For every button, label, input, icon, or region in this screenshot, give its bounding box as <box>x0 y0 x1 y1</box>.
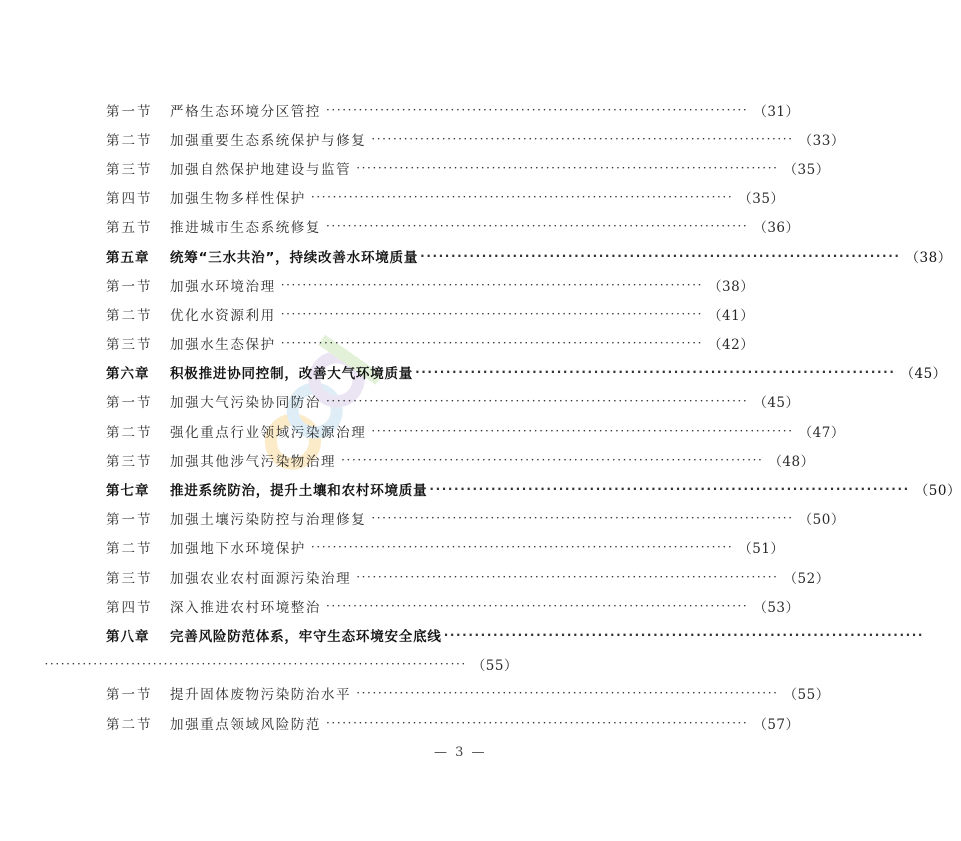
toc-section-entry[interactable] <box>106 95 800 124</box>
entry-number: 第三节 <box>106 570 153 587</box>
entry-title: 推进系统防治，提升土壤和农村环境质量 <box>170 483 428 500</box>
leader-dots: ·············································································· <box>326 219 749 234</box>
toc-section-entry[interactable] <box>106 270 755 299</box>
entry-number: 第五节 <box>106 220 153 237</box>
entry-page: （50） <box>798 512 845 529</box>
leader-dots: ·············································································· <box>280 306 704 321</box>
toc-chapter-entry[interactable] <box>106 358 947 387</box>
entry-title: 完善风险防范体系，牢守生态环境安全底线 <box>170 628 442 645</box>
leader-dots: ·············································································· <box>44 657 467 672</box>
toc-section-entry[interactable] <box>106 679 830 708</box>
entry-title: 加强地下水环境保护 <box>170 541 306 558</box>
entry-page: （45） <box>753 395 800 412</box>
entry-number: 第八章 <box>106 628 150 645</box>
leader-dots: ·············································································· <box>371 423 794 438</box>
toc-section-entry[interactable] <box>106 591 800 620</box>
entry-number: 第三节 <box>106 161 153 178</box>
leader-dots: ·············································································· <box>371 511 794 526</box>
toc-chapter-entry[interactable] <box>106 241 952 270</box>
toc-section-entry[interactable] <box>106 299 755 328</box>
entry-page: （55） <box>471 658 518 675</box>
entry-title: 强化重点行业领域污染源治理 <box>170 424 367 441</box>
entry-number: 第五章 <box>106 249 150 266</box>
leader-dots: ·············································································· <box>280 336 704 351</box>
toc-section-entry[interactable] <box>106 562 830 591</box>
toc-section-entry[interactable] <box>106 416 845 445</box>
leader-dots: ·············································································· <box>341 452 764 467</box>
entry-page: （45） <box>900 366 947 383</box>
entry-page: （36） <box>753 220 800 237</box>
entry-page: （35） <box>738 191 785 208</box>
entry-title: 严格生态环境分区管控 <box>170 103 321 120</box>
entry-number: 第一节 <box>106 278 153 295</box>
page-number: — 3 — <box>434 745 487 760</box>
toc-section-entry[interactable] <box>106 533 785 562</box>
leader-dots: ·············································································· <box>326 394 749 409</box>
entry-number: 第六章 <box>106 366 150 383</box>
entry-number: 第一节 <box>106 512 153 529</box>
entry-number: 第一节 <box>106 687 153 704</box>
entry-number: 第一节 <box>106 395 153 412</box>
entry-number: 第二节 <box>106 541 153 558</box>
toc-section-entry[interactable] <box>106 124 845 153</box>
entry-number: 第二节 <box>106 716 153 733</box>
entry-title: 加强农业农村面源污染治理 <box>170 570 352 587</box>
toc-section-entry[interactable] <box>106 445 815 474</box>
leader-dots: ·············································································· <box>310 190 734 205</box>
entry-page: （55） <box>783 687 830 704</box>
entry-title: 加强大气污染协同防治 <box>170 395 321 412</box>
entry-title: 加强自然保护地建设与监管 <box>170 161 352 178</box>
entry-page: （51） <box>738 541 785 558</box>
leader-dots: ·············································································· <box>280 277 704 292</box>
toc-section-entry[interactable] <box>106 387 800 416</box>
entry-title: 积极推进协同控制，改善大气环境质量 <box>170 366 414 383</box>
leader-dots: ·············································································· <box>371 131 794 146</box>
table-of-contents <box>44 95 961 737</box>
entry-page: （57） <box>753 716 800 733</box>
entry-title: 加强土壤污染防控与治理修复 <box>170 512 367 529</box>
entry-page: （31） <box>753 103 800 120</box>
entry-title: 提升固体废物污染防治水平 <box>170 687 352 704</box>
toc-chapter-entry[interactable] <box>106 620 925 649</box>
entry-title: 统筹“三水共治”，持续改善水环境质量 <box>170 249 419 266</box>
entry-title: 加强重点领域风险防范 <box>170 716 321 733</box>
entry-page: （42） <box>708 337 755 354</box>
entry-number: 第一节 <box>106 103 153 120</box>
toc-section-entry[interactable] <box>106 183 785 212</box>
leader-dots: ·············································································· <box>326 102 749 117</box>
leader-dots: ·············································································· <box>443 627 925 642</box>
entry-number: 第三节 <box>106 453 153 470</box>
entry-page: （47） <box>798 424 845 441</box>
entry-page: （35） <box>783 161 830 178</box>
leader-dots: ·············································································· <box>326 598 749 613</box>
entry-title: 深入推进农村环境整治 <box>170 599 321 616</box>
leader-dots: ·············································································· <box>420 248 901 263</box>
entry-page: （48） <box>768 453 815 470</box>
entry-title: 加强重要生态系统保护与修复 <box>170 132 367 149</box>
entry-page: （52） <box>783 570 830 587</box>
entry-title: 推进城市生态系统修复 <box>170 220 321 237</box>
toc-chapter-entry-continuation[interactable] <box>44 650 518 679</box>
entry-title: 加强生物多样性保护 <box>170 191 306 208</box>
toc-chapter-entry[interactable] <box>106 474 961 503</box>
entry-page: （50） <box>914 483 961 500</box>
entry-number: 第二节 <box>106 307 153 324</box>
leader-dots: ·············································································· <box>356 569 779 584</box>
toc-section-entry[interactable] <box>106 708 800 737</box>
entry-page: （38） <box>905 249 952 266</box>
entry-number: 第三节 <box>106 337 153 354</box>
entry-title: 加强水生态保护 <box>170 337 276 354</box>
toc-section-entry[interactable] <box>106 329 755 358</box>
leader-dots: ·············································································· <box>356 160 779 175</box>
toc-section-entry[interactable] <box>106 504 845 533</box>
entry-number: 第四节 <box>106 191 153 208</box>
entry-number: 第七章 <box>106 483 150 500</box>
entry-title: 加强其他涉气污染物治理 <box>170 453 337 470</box>
leader-dots: ·············································································· <box>310 540 734 555</box>
entry-page: （33） <box>798 132 845 149</box>
entry-page: （38） <box>708 278 755 295</box>
entry-number: 第二节 <box>106 424 153 441</box>
leader-dots: ·············································································· <box>326 715 749 730</box>
toc-section-entry[interactable] <box>106 212 800 241</box>
entry-number: 第二节 <box>106 132 153 149</box>
entry-number: 第四节 <box>106 599 153 616</box>
entry-title: 优化水资源利用 <box>170 307 276 324</box>
toc-section-entry[interactable] <box>106 153 830 182</box>
entry-page: （41） <box>708 307 755 324</box>
entry-page: （53） <box>753 599 800 616</box>
leader-dots: ·············································································· <box>415 365 896 380</box>
entry-title: 加强水环境治理 <box>170 278 276 295</box>
leader-dots: ·············································································· <box>356 686 779 701</box>
leader-dots: ·············································································· <box>429 482 910 497</box>
